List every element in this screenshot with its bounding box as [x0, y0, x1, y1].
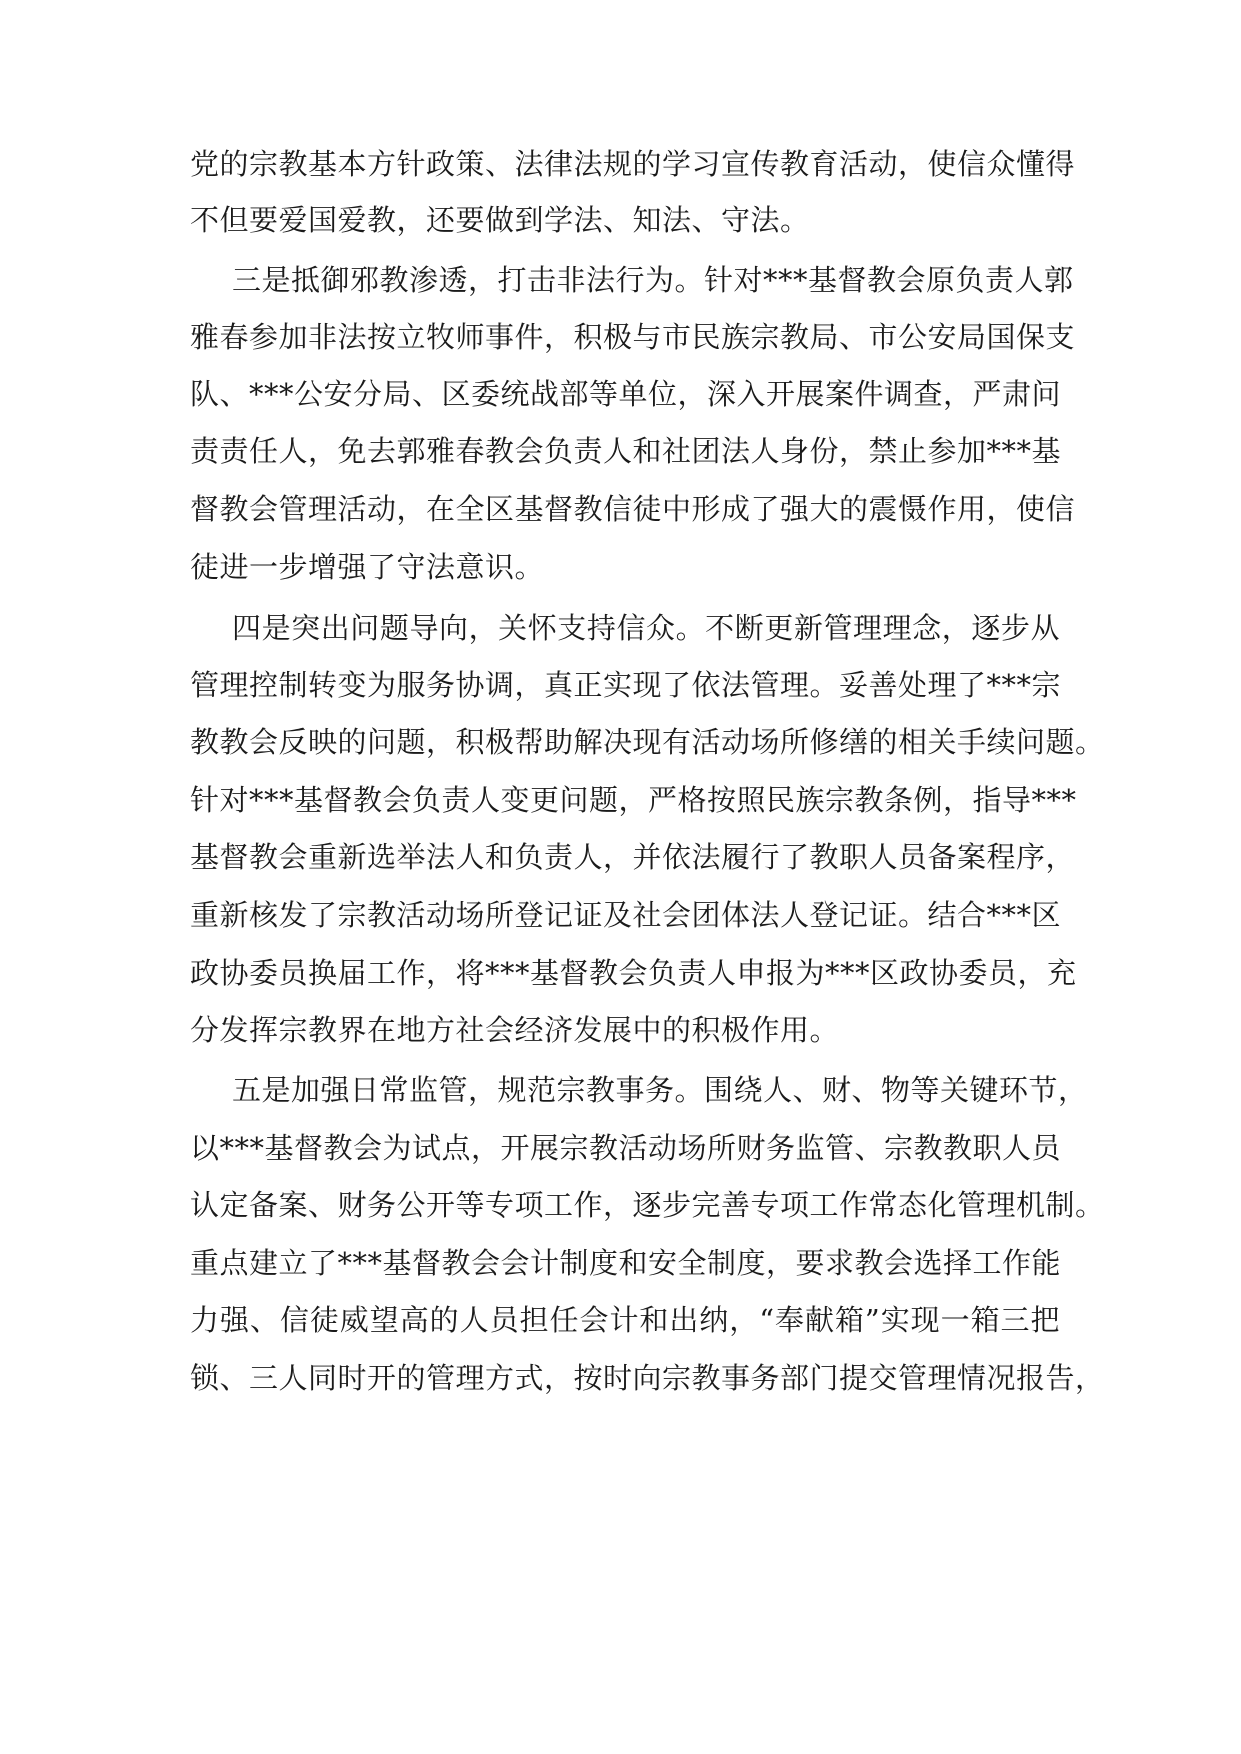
text-line-22: 锁、三人同时开的管理方式，按时向宗教事务部门提交管理情况报告， [190, 1361, 1105, 1395]
text-line-3: 三是抵御邪教渗透，打击非法行为。针对***基督教会原负责人郭 [232, 263, 1074, 297]
text-line-5: 队、***公安分局、区委统战部等单位，深入开展案件调查，严肃问 [190, 377, 1062, 411]
text-line-1: 党的宗教基本方针政策、法律法规的学习宣传教育活动，使信众懂得 [190, 147, 1076, 181]
text-line-14: 重新核发了宗教活动场所登记证及社会团体法人登记证。结合***区 [190, 898, 1062, 932]
text-line-10: 管理控制转变为服务协调，真正实现了依法管理。妥善处理了***宗 [190, 668, 1062, 702]
text-line-9: 四是突出问题导向，关怀支持信众。不断更新管理理念，逐步从 [232, 611, 1060, 645]
text-line-11: 教教会反映的问题，积极帮助解决现有活动场所修缮的相关手续问题。 [190, 725, 1105, 759]
text-line-12: 针对***基督教会负责人变更问题，严格按照民族宗教条例，指导*** [190, 783, 1077, 817]
text-line-18: 以***基督教会为试点，开展宗教活动场所财务监管、宗教教职人员 [190, 1131, 1062, 1165]
text-line-13: 基督教会重新选举法人和负责人，并依法履行了教职人员备案程序， [190, 840, 1076, 874]
text-line-7: 督教会管理活动，在全区基督教信徒中形成了强大的震慑作用，使信 [190, 492, 1076, 526]
text-line-21: 力强、信徒威望高的人员担任会计和出纳，“奉献箱”实现一箱三把 [190, 1303, 1060, 1337]
text-line-4: 雅春参加非法按立牧师事件，积极与市民族宗教局、市公安局国保支 [190, 320, 1076, 354]
text-line-16: 分发挥宗教界在地方社会经济发展中的积极作用。 [190, 1013, 840, 1047]
text-line-19: 认定备案、财务公开等专项工作，逐步完善专项工作常态化管理机制。 [190, 1188, 1105, 1222]
text-line-2: 不但要爱国爱教，还要做到学法、知法、守法。 [190, 203, 810, 237]
text-line-17: 五是加强日常监管，规范宗教事务。围绕人、财、物等关键环节， [232, 1073, 1088, 1107]
text-line-6: 责责任人，免去郭雅春教会负责人和社团法人身份，禁止参加***基 [190, 434, 1062, 468]
text-line-15: 政协委员换届工作，将***基督教会负责人申报为***区政协委员，充 [190, 956, 1077, 990]
text-line-20: 重点建立了***基督教会会计制度和安全制度，要求教会选择工作能 [190, 1246, 1062, 1280]
text-line-8: 徒进一步增强了守法意识。 [190, 550, 545, 584]
